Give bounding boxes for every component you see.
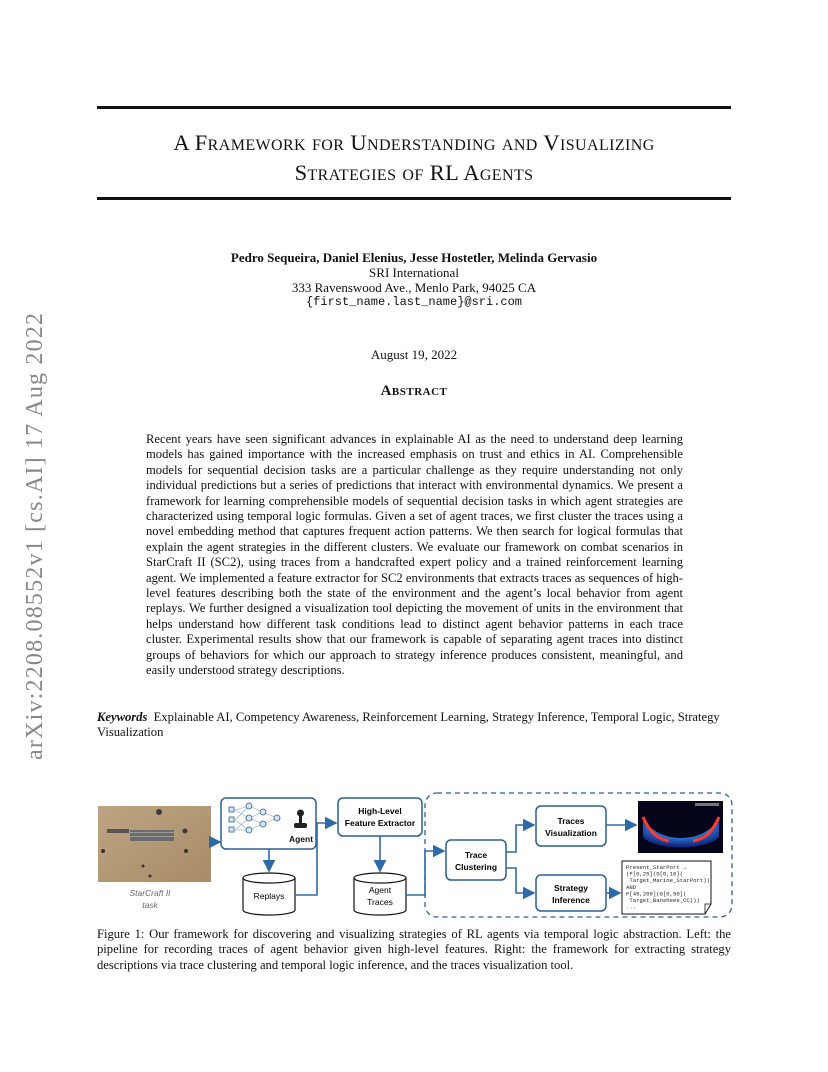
feature-extractor-label-line-1: High-Level xyxy=(358,806,402,816)
formula-line: Target_Banshees_CC))) xyxy=(626,897,700,904)
feature-extractor-box xyxy=(338,798,422,836)
arxiv-stamp: arXiv:2208.08552v1 [cs.AI] 17 Aug 2022 xyxy=(22,311,48,760)
strategy-inference-label-line-2: Inference xyxy=(552,895,590,905)
figure-caption: Figure 1: Our framework for discovering and visualizing strategies of RL agents via temporal logic abstraction. Left: the pipeline for recording traces of agent behavior given high-level features. Right: the framework for extracting strategy descriptions via trace clustering and temporal logic inference, and the traces visualization tool. xyxy=(97,927,731,972)
author-address: 333 Ravenswood Ave., Menlo Park, 94025 CA xyxy=(291,280,537,295)
trace-clustering-box xyxy=(446,840,506,880)
formula-line: F[45,200](G[0,50]( xyxy=(626,890,687,898)
feature-extractor-label-line-2: Feature Extractor xyxy=(344,818,416,828)
starcraft-task-image xyxy=(98,806,211,882)
title-line-2: Strategies of RL Agents xyxy=(294,160,534,185)
formula-line: Present_StarPort → xyxy=(626,864,687,871)
task-label-line-1: StarCraft II xyxy=(129,888,171,898)
formula-line: ... xyxy=(626,903,637,911)
keywords-line xyxy=(97,710,731,741)
author-block xyxy=(97,250,731,310)
paper-title xyxy=(97,128,731,188)
author-names: Pedro Sequeira, Daniel Elenius, Jesse Hostetler, Melinda Gervasio xyxy=(230,250,598,265)
visualization-thumbnail xyxy=(638,801,723,853)
formula-note xyxy=(622,861,711,914)
keywords-text: Explainable AI, Competency Awareness, Reinforcement Learning, Strategy Inference, Temporal Logic, Strategy Visualization xyxy=(97,710,720,740)
agent-traces-label-line-2: Traces xyxy=(367,897,393,907)
task-label-line-2: task xyxy=(142,900,158,910)
author-affiliation: SRI International xyxy=(369,265,459,280)
formula-line: Target_Marine_StarPort)) xyxy=(626,877,710,885)
traces-visualization-box xyxy=(536,806,606,846)
paper-date: August 19, 2022 xyxy=(370,347,458,362)
abstract-heading: Abstract xyxy=(380,383,448,399)
traces-visualization-label-line-1: Traces xyxy=(557,816,585,826)
traces-visualization-label-line-2: Visualization xyxy=(545,828,597,838)
formula-line: (F[0,25](G[0,10]( xyxy=(626,870,684,878)
trace-clustering-label-line-2: Clustering xyxy=(454,862,498,872)
agent-traces-label-line-1: Agent xyxy=(368,885,392,895)
strategy-inference-box xyxy=(536,875,606,911)
framework-figure xyxy=(95,787,737,919)
replays-database xyxy=(243,873,295,915)
abstract-text: Recent years have seen significant advances in explainable AI as the need to understand deep learning models has gained importance with the increased emphasis on trust and ethics in AI. Comprehensible models for sequential decision tasks are a particular challenge as they require understanding not only individual predictions but a series of predictions that interact with environmental dynamics. We present a framework for learning comprehensible models of sequential decision tasks in which agent strategies are characterized using temporal logic formulas. Given a set of agent traces, we first cluster the traces using a novel embedding method that captures frequent action patterns. We then search for logical formulas that explain the agent strategies in the different clusters. We evaluate our framework on combat scenarios in StarCraft II (SC2), using traces from a handcrafted expert policy and a trained reinforcement learning agent. We implemented a feature extractor for SC2 environments that extracts traces as sequences of high-level features describing both the state of the environment and the agent’s local behavior from agent replays. We further designed a visualization tool depicting the movement of units in the environment that helps understand how different task conditions lead to distinct agent behavior patterns in each trace cluster. Experimental results show that our framework is capable of separating agent traces into distinct groups of behaviors for which our approach to strategy inference produces consistent, meaningful, and easily understood strategy descriptions. xyxy=(146,432,683,678)
agent-label: Agent xyxy=(288,834,314,844)
title-rule-bottom xyxy=(97,197,731,200)
title-rule-top xyxy=(97,106,731,109)
replays-label: Replays xyxy=(253,891,285,901)
author-email: {first_name.last_name}@sri.com xyxy=(305,295,523,309)
keywords-label: Keywords xyxy=(97,710,148,724)
title-line-1: A Framework for Understanding and Visualizing xyxy=(173,130,655,155)
agent-network-box xyxy=(221,798,316,849)
formula-line: AND xyxy=(626,883,637,891)
agent-traces-database xyxy=(354,873,406,915)
trace-clustering-label-line-1: Trace xyxy=(464,850,488,860)
strategy-inference-label-line-1: Strategy xyxy=(553,883,589,893)
